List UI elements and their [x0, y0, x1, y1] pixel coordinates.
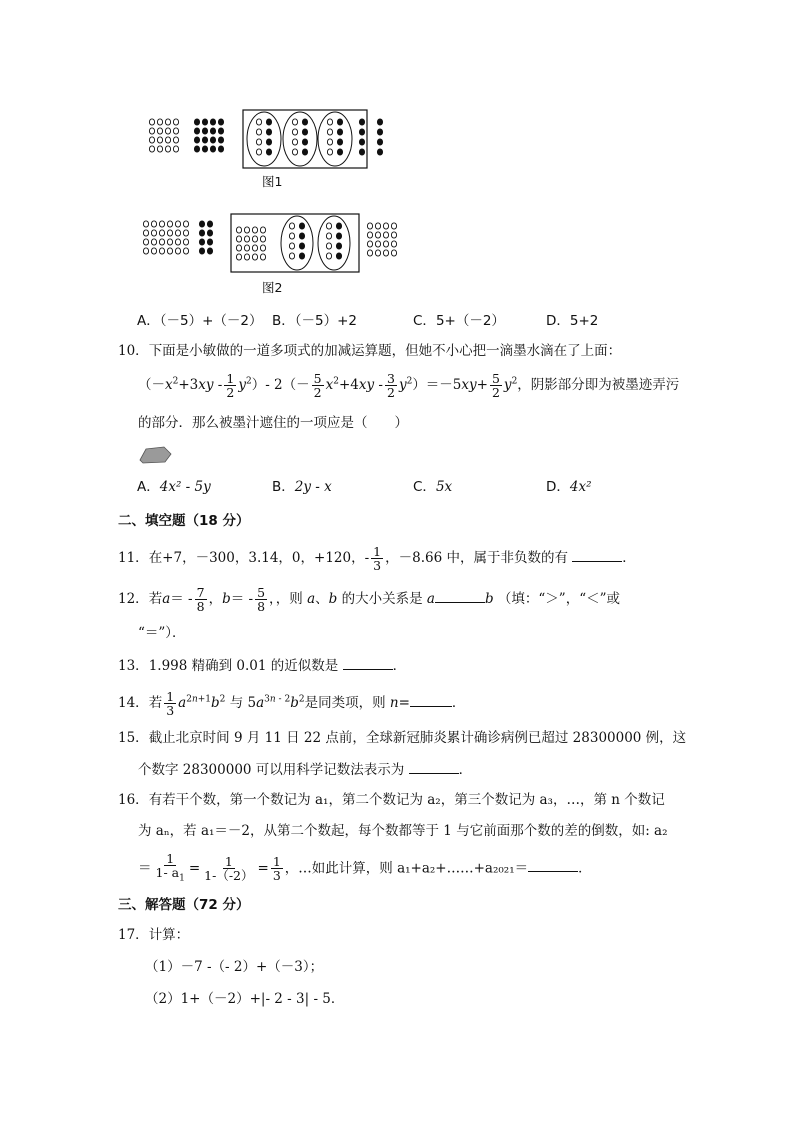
solid-dot	[336, 253, 341, 259]
hollow-dot	[383, 232, 388, 238]
hollow-dot	[175, 239, 180, 245]
solid-dot	[377, 129, 382, 135]
hollow-dot	[326, 233, 331, 239]
solid-dot	[218, 137, 223, 143]
hollow-dot	[383, 223, 388, 229]
hollow-dot	[159, 248, 164, 254]
solid-dot	[199, 230, 204, 236]
hollow-dot	[165, 137, 170, 143]
figure-1-label: 图1	[262, 174, 283, 189]
solid-dot	[359, 129, 364, 135]
hollow-dot	[256, 119, 261, 125]
figure-2-ellipse-2	[318, 216, 350, 270]
solid-dot	[337, 129, 342, 135]
figure-1-ellipse-3	[318, 112, 352, 166]
q9-option-b: B．（－5）+2	[272, 313, 358, 329]
hollow-dot	[391, 250, 396, 256]
solid-dot	[337, 149, 342, 155]
figure-1-ellipse-1	[247, 112, 281, 166]
solid-dot	[218, 128, 223, 134]
solid-dot	[299, 243, 304, 249]
hollow-dot	[149, 119, 154, 125]
solid-dot	[210, 146, 215, 152]
hollow-dot	[173, 119, 178, 125]
figure-1-ellipse-2	[283, 112, 317, 166]
hollow-dot	[367, 241, 372, 247]
hollow-dot	[167, 221, 172, 227]
hollow-dot	[375, 241, 380, 247]
q10-stem: 10．下面是小敏做的一道多项式的加减运算题，但她不小心把一滴墨水滴在了上面：	[118, 343, 622, 359]
solid-dot	[266, 139, 271, 145]
solid-dot	[218, 119, 223, 125]
hollow-dot	[159, 221, 164, 227]
solid-dot	[199, 221, 204, 227]
hollow-dot	[327, 129, 332, 135]
solid-dot	[302, 119, 307, 125]
q12-line-2: “＝”）．	[138, 625, 186, 641]
hollow-dot	[149, 146, 154, 152]
q16-line-2: 为 aₙ，若 a₁＝－2，从第二个数起，每个数都等于 1 与它前面那个数的差的倒数，如: a₂	[138, 823, 668, 839]
hollow-dot	[165, 119, 170, 125]
solid-dot	[359, 139, 364, 145]
solid-dot	[337, 139, 342, 145]
hollow-dot	[367, 250, 372, 256]
solid-dot	[299, 233, 304, 239]
hollow-dot	[159, 230, 164, 236]
solid-dot	[359, 149, 364, 155]
hollow-dot	[183, 221, 188, 227]
q9-option-d: D．5+2	[546, 313, 599, 329]
hollow-dot	[375, 223, 380, 229]
solid-dot	[194, 146, 199, 152]
hollow-dot	[151, 221, 156, 227]
hollow-dot	[236, 254, 241, 260]
hollow-dot	[375, 250, 380, 256]
q9-option-c: C．5+（－2）	[413, 313, 505, 329]
hollow-dot	[260, 245, 265, 251]
solid-dot	[302, 149, 307, 155]
hollow-dot	[167, 230, 172, 236]
hollow-dot	[289, 223, 294, 229]
solid-dot	[199, 248, 204, 254]
hollow-dot	[375, 232, 380, 238]
solid-dot	[302, 129, 307, 135]
solid-dot	[377, 149, 382, 155]
solid-dot	[266, 149, 271, 155]
hollow-dot	[236, 227, 241, 233]
hollow-dot	[244, 254, 249, 260]
hollow-dot	[236, 236, 241, 242]
q17-item-2: （2）1+（－2）+|- 2 - 3| - 5．	[145, 991, 345, 1007]
hollow-dot	[173, 137, 178, 143]
hollow-dot	[173, 146, 178, 152]
q14: 14．若 $\frac{1}{3}$ $a^{2n+1}b^2$ 与 $5a^{3n - 2}b^2$是同类项，则 n= ．	[118, 689, 466, 718]
solid-dot	[202, 137, 207, 143]
solid-dot	[194, 119, 199, 125]
hollow-dot	[367, 223, 372, 229]
hollow-dot	[289, 233, 294, 239]
solid-dot	[266, 119, 271, 125]
hollow-dot	[149, 137, 154, 143]
solid-dot	[266, 129, 271, 135]
hollow-dot	[165, 128, 170, 134]
hollow-dot	[175, 230, 180, 236]
q10-option-c: C．5x	[413, 479, 453, 495]
hollow-dot	[165, 146, 170, 152]
solid-dot	[207, 239, 212, 245]
hollow-dot	[143, 221, 148, 227]
hollow-dot	[260, 236, 265, 242]
solid-dot	[194, 128, 199, 134]
solid-dot	[336, 223, 341, 229]
hollow-dot	[175, 248, 180, 254]
q17-item-1: （1）－7 -（- 2）+（－3）；	[145, 959, 324, 975]
hollow-dot	[326, 223, 331, 229]
solid-dot	[377, 119, 382, 125]
figure-2-label: 图2	[262, 280, 283, 295]
section-2-title: 二、填空题（18 分）	[118, 513, 250, 529]
hollow-dot	[157, 137, 162, 143]
hollow-dot	[167, 248, 172, 254]
q17-stem: 17．计算：	[118, 927, 190, 943]
hollow-dot	[391, 232, 396, 238]
hollow-dot	[151, 239, 156, 245]
solid-dot	[337, 119, 342, 125]
hollow-dot	[157, 128, 162, 134]
hollow-dot	[391, 241, 396, 247]
hollow-dot	[143, 248, 148, 254]
hollow-dot	[367, 232, 372, 238]
hollow-dot	[149, 128, 154, 134]
figure-2-ellipse-1	[281, 216, 313, 270]
q16-line-3: ＝ $\frac{1}{1- a_1}$ = $\frac{1}{1-(-2)}$ = $\frac{1}{3}$ ，…如此计算，则 a₁+a₂+……+a₂₀₂₁＝ ．	[138, 851, 592, 884]
hollow-dot	[252, 236, 257, 242]
solid-dot	[336, 233, 341, 239]
q10-expression: （$-x^2+3xy$ - $\frac{1}{2}$ $y^2)-$ 2（－ $\frac{5}{2}$ $x^2+4xy$ - $\frac{3}{2}$ $y^2)=-5xy+$ $\frac{5}{2}$ $y^2$，阴影部分即为被墨迹弄污	[138, 371, 680, 400]
solid-dot	[299, 253, 304, 259]
hollow-dot	[151, 248, 156, 254]
q10-option-b: B．2y - x	[272, 479, 332, 495]
solid-dot	[202, 119, 207, 125]
hollow-dot	[256, 139, 261, 145]
hollow-dot	[289, 243, 294, 249]
hollow-dot	[183, 230, 188, 236]
solid-dot	[207, 221, 212, 227]
hollow-dot	[236, 245, 241, 251]
solid-dot	[299, 223, 304, 229]
solid-dot	[199, 239, 204, 245]
hollow-dot	[244, 227, 249, 233]
hollow-dot	[143, 239, 148, 245]
hollow-dot	[292, 149, 297, 155]
solid-dot	[218, 146, 223, 152]
q9-option-a: A．（－5）+（－2）	[137, 313, 263, 329]
solid-dot	[359, 119, 364, 125]
q11: 11．在+7，－300，3.14，0，+120，- $\frac{1}{3}$ ，－8.66 中，属于非负数的有 ．	[118, 544, 636, 573]
solid-dot	[302, 139, 307, 145]
hollow-dot	[326, 253, 331, 259]
q16-line-1: 16．有若干个数，第一个数记为 a₁，第二个数记为 a₂，第三个数记为 a₃，…，第 n 个数记	[118, 792, 665, 808]
solid-dot	[210, 119, 215, 125]
hollow-dot	[244, 245, 249, 251]
hollow-dot	[183, 248, 188, 254]
q12: 12．若a＝ - $\frac{7}{8}$ ，b＝ - $\frac{5}{8}$ ，，则 a、b 的大小关系是 a b （填：“＞”，“＜”或	[118, 585, 621, 614]
hollow-dot	[327, 149, 332, 155]
ink-blot	[137, 446, 173, 464]
solid-dot	[207, 248, 212, 254]
hollow-dot	[175, 221, 180, 227]
hollow-dot	[327, 139, 332, 145]
section-3-title: 三、解答题（72 分）	[118, 897, 250, 913]
hollow-dot	[326, 243, 331, 249]
hollow-dot	[391, 223, 396, 229]
hollow-dot	[157, 119, 162, 125]
solid-dot	[377, 139, 382, 145]
hollow-dot	[289, 253, 294, 259]
solid-dot	[202, 128, 207, 134]
q15-line-1: 15．截止北京时间 9 月 11 日 22 点前，全球新冠肺炎累计确诊病例已超过 28300000 例，这	[118, 730, 687, 746]
solid-dot	[194, 137, 199, 143]
q15-line-2: 个数字 28300000 可以用科学记数法表示为 ．	[138, 762, 473, 778]
hollow-dot	[327, 119, 332, 125]
hollow-dot	[260, 227, 265, 233]
hollow-dot	[173, 128, 178, 134]
hollow-dot	[183, 239, 188, 245]
q10-option-a: A．4x² - 5y	[137, 479, 211, 495]
hollow-dot	[252, 254, 257, 260]
hollow-dot	[157, 146, 162, 152]
solid-dot	[210, 128, 215, 134]
solid-dot	[202, 146, 207, 152]
hollow-dot	[151, 230, 156, 236]
hollow-dot	[256, 129, 261, 135]
hollow-dot	[167, 239, 172, 245]
hollow-dot	[159, 239, 164, 245]
solid-dot	[207, 230, 212, 236]
hollow-dot	[292, 119, 297, 125]
hollow-dot	[244, 236, 249, 242]
solid-dot	[336, 243, 341, 249]
hollow-dot	[143, 230, 148, 236]
q10-option-d: D．4x²	[546, 479, 592, 495]
hollow-dot	[292, 129, 297, 135]
hollow-dot	[252, 227, 257, 233]
q10-stem-2: 的部分．那么被墨汁遮住的一项应是（ ）	[138, 415, 408, 431]
hollow-dot	[383, 241, 388, 247]
hollow-dot	[292, 139, 297, 145]
hollow-dot	[256, 149, 261, 155]
hollow-dot	[252, 245, 257, 251]
q13: 13．1.998 精确到 0.01 的近似数是 ．	[118, 658, 407, 674]
hollow-dot	[260, 254, 265, 260]
solid-dot	[210, 137, 215, 143]
hollow-dot	[383, 250, 388, 256]
